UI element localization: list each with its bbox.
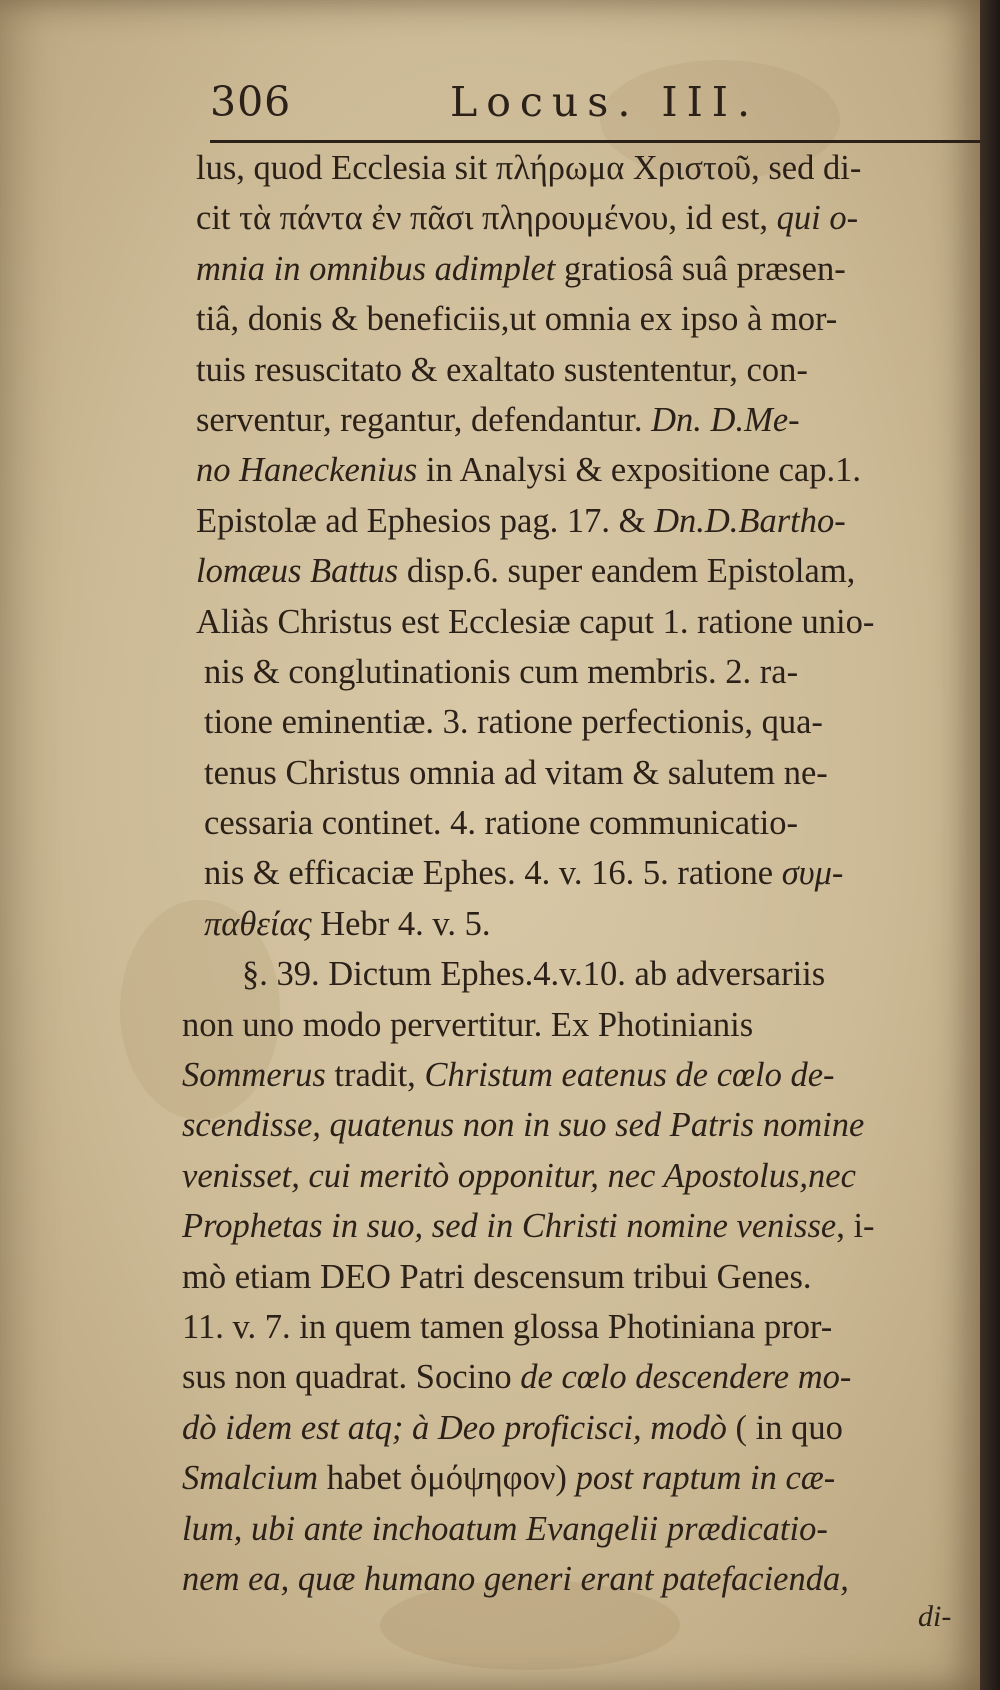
text-line: lum, ubi ante inchoatum Evangelii prædicatio- (182, 1509, 828, 1548)
text-line: Epistolæ ad Ephesios pag. 17. & Dn.D.Bartho- (196, 501, 846, 540)
text-line: tuis resuscitato & exaltato sustententur, con- (196, 350, 808, 389)
body-text (182, 143, 977, 1604)
text-line: no Haneckenius in Analysi & expositione cap.1. (196, 451, 861, 490)
text-line: nem ea, quæ humano generi erant patefacienda, (182, 1559, 849, 1598)
text-line: cessaria continet. 4. ratione communicatio- (204, 804, 798, 843)
text-line: sus non quadrat. Socino de cœlo descendere mo- (182, 1358, 852, 1397)
text-line: παθείας Hebr 4. v. 5. (204, 904, 491, 943)
text-line: scendisse, quatenus non in suo sed Patris nomine (182, 1106, 865, 1145)
text-line: venisset, cui meritò opponitur, nec Apostolus,nec (182, 1156, 856, 1195)
text-line: non uno modo pervertitur. Ex Photinianis (182, 1005, 754, 1044)
text-line: §. 39. Dictum Ephes.4.v.10. ab adversariis (242, 955, 826, 994)
text-line: serventur, regantur, defendantur. Dn. D.Me- (196, 400, 800, 439)
page-number: 306 (210, 78, 292, 126)
book-gutter (980, 0, 1000, 1690)
text-line: mnia in omnibus adimplet gratiosâ suâ præsen- (196, 249, 846, 288)
text-line: tenus Christus omnia ad vitam & salutem ne- (204, 753, 828, 792)
text-line: mò etiam DEO Patri descensum tribui Genes. (182, 1257, 812, 1296)
text-line: Smalcium habet ὁμόψηφον) post raptum in cæ- (182, 1459, 836, 1498)
text-line: dò idem est atq; à Deo proficisci, modò ( in quo (182, 1408, 843, 1447)
text-line: Aliàs Christus est Ecclesiæ caput 1. ratione unio- (196, 602, 875, 641)
text-line: nis & efficaciæ Ephes. 4. v. 16. 5. ratione συμ- (204, 854, 844, 893)
text-line: lus, quod Ecclesia sit πλήρωμα Χριστοῦ, sed di- (196, 149, 862, 187)
page-header (210, 78, 970, 134)
text-line: nis & conglutinationis cum membris. 2. ra- (204, 652, 799, 691)
text-line: tiâ, donis & beneficiis,ut omnia ex ipso à mor- (196, 300, 838, 339)
text-line: Prophetas in suo, sed in Christi nomine venisse, i- (182, 1207, 875, 1246)
text-line: 11. v. 7. in quem tamen glossa Photiniana pror- (182, 1307, 833, 1346)
text-line: Sommerus tradit, Christum eatenus de cœlo de- (182, 1056, 835, 1095)
text-line: cit τὰ πάντα ἐν πᾶσι πληρουμένου, id est, qui o- (196, 199, 859, 238)
running-head: Locus. III. (450, 78, 760, 126)
text-line: lomæus Battus disp.6. super eandem Epistolam, (196, 552, 856, 591)
text-line: tione eminentiæ. 3. ratione perfectionis, qua- (204, 703, 823, 742)
catchword: di- (918, 1600, 952, 1633)
